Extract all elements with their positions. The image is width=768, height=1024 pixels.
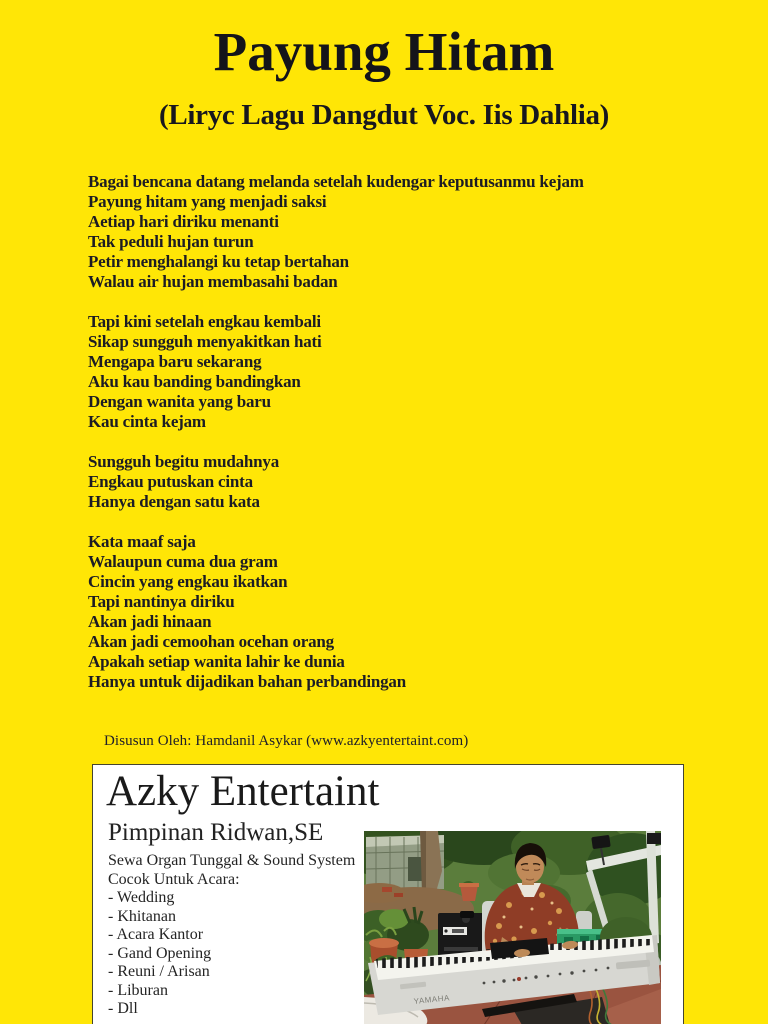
lyric-line: Dengan wanita yang baru — [88, 392, 271, 411]
ad-event-item: - Gand Opening — [108, 944, 212, 962]
ad-event-item: - Dll — [108, 1000, 138, 1017]
stanza-1 — [88, 172, 648, 292]
ad-events-list — [108, 889, 211, 1019]
lyric-line: Akan jadi hinaan — [88, 612, 212, 631]
lyric-line: Apakah setiap wanita lahir ke dunia — [88, 652, 345, 671]
lyric-line: Kau cinta kejam — [88, 412, 206, 431]
lyric-line: Sikap sungguh menyakitkan hati — [88, 332, 322, 351]
ad-events-label: Cocok Untuk Acara: — [108, 871, 240, 888]
lyric-line: Tapi nantinya diriku — [88, 592, 235, 611]
lyric-line: Aetiap hari diriku menanti — [88, 212, 279, 231]
page-subtitle: (Liryc Lagu Dangdut Voc. Iis Dahlia) — [158, 99, 610, 131]
lyrics-block — [88, 172, 648, 712]
lyric-line: Petir menghalangi ku tetap bertahan — [88, 252, 349, 271]
stanza-4 — [88, 532, 648, 692]
keyboard-brand-text: YAMAHA — [413, 993, 451, 1006]
lyric-line: Walaupun cuma dua gram — [88, 552, 278, 571]
stanza-3 — [88, 452, 648, 512]
lyric-line: Sungguh begitu mudahnya — [88, 452, 279, 471]
ad-event-item: - Wedding — [108, 889, 175, 906]
lyric-line: Bagai bencana datang melanda setelah kudengar keputusanmu kejam — [88, 172, 584, 191]
lyric-line: Tak peduli hujan turun — [88, 232, 254, 251]
ad-card — [92, 764, 684, 1024]
ad-service: Sewa Organ Tunggal & Sound System — [108, 852, 356, 869]
ad-leader: Pimpinan Ridwan,SE — [108, 819, 324, 846]
lyric-line: Tapi kini setelah engkau kembali — [88, 312, 321, 331]
lyric-line: Hanya dengan satu kata — [88, 492, 260, 511]
stanza-2 — [88, 312, 648, 432]
page-title: Payung Hitam — [213, 21, 555, 82]
garden-keyboard-photo — [364, 831, 661, 1024]
lyric-line: Kata maaf saja — [88, 532, 196, 551]
lyric-line: Aku kau banding bandingkan — [88, 372, 301, 391]
lyric-line: Walau air hujan membasahi badan — [88, 272, 338, 291]
credit-line: Disusun Oleh: Hamdanil Asykar (www.azkyentertaint.com) — [104, 733, 469, 749]
lyric-line: Engkau putuskan cinta — [88, 472, 253, 491]
ad-photo — [364, 831, 661, 1024]
ad-event-item: - Liburan — [108, 981, 168, 999]
lyric-line: Hanya untuk dijadikan bahan perbandingan — [88, 672, 406, 691]
lyric-line: Akan jadi cemoohan ocehan orang — [88, 632, 334, 651]
ad-event-item: - Reuni / Arisan — [108, 963, 210, 980]
ad-title: Azky Entertaint — [106, 768, 380, 815]
ad-event-item: - Acara Kantor — [108, 926, 204, 943]
lyric-line: Cincin yang engkau ikatkan — [88, 572, 288, 591]
lyric-line: Payung hitam yang menjadi saksi — [88, 192, 327, 211]
ad-event-item: - Khitanan — [108, 907, 176, 925]
lyric-line: Mengapa baru sekarang — [88, 352, 262, 371]
